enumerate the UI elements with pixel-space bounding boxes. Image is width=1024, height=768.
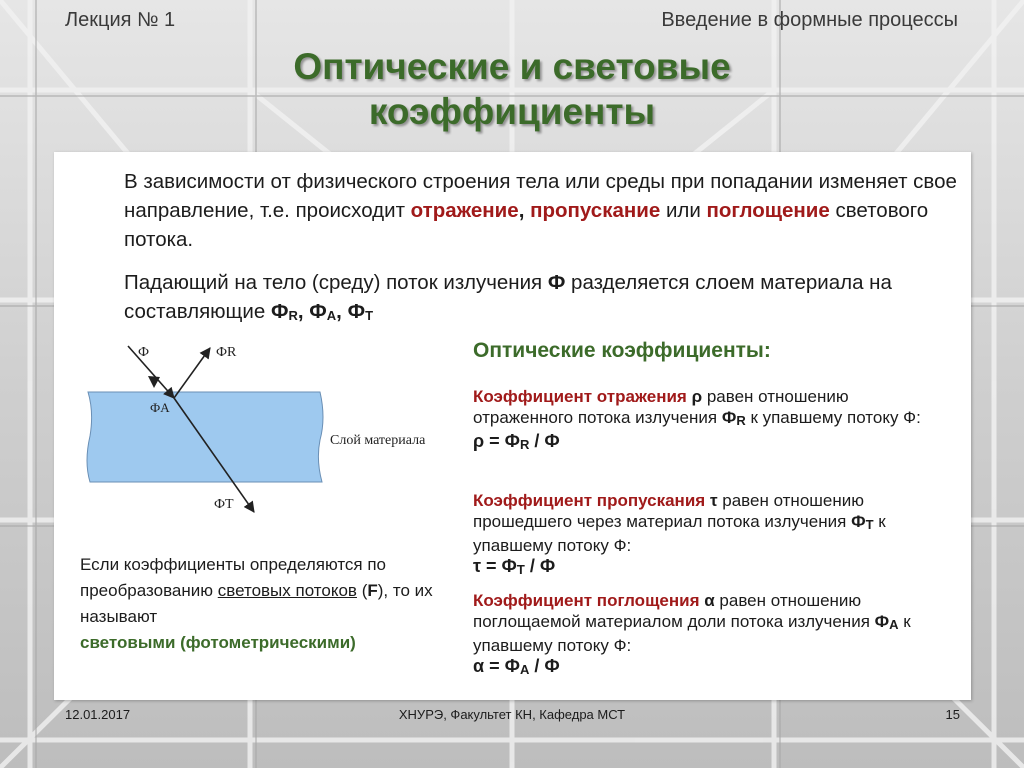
course-title: Введение в формные процессы (661, 9, 958, 31)
light-flux-diagram (76, 336, 460, 522)
formula-left: α = Ф (473, 656, 520, 676)
layer-label: Слой материала (330, 433, 426, 448)
absorption-label: Коэффициент поглощения (473, 591, 700, 610)
title-line-1: Оптические и световые (293, 46, 731, 87)
intro-paragraph (124, 167, 964, 254)
reflection-label: Коэффициент отражения (473, 387, 687, 406)
sep: , (336, 300, 348, 323)
transmission-text: равен отношению прошедшего через материал потока излучения (473, 491, 865, 531)
flux: Ф (721, 408, 737, 427)
title-line-2: коэффициенты (368, 91, 656, 132)
absorption-text: равен отношению поглощаемой материалом доли потока излучения (473, 591, 875, 631)
absorption-formula (473, 656, 953, 680)
flux: Ф (874, 612, 890, 631)
label-phi: Ф (138, 345, 150, 360)
intro-comma: , (518, 199, 531, 222)
note-text-2: ( (356, 581, 368, 600)
term-absorption: поглощение (706, 199, 830, 222)
f-symbol: F (367, 581, 378, 600)
reflection-tail: к упавшему потоку Ф: (745, 408, 921, 427)
formula-right: / Ф (529, 656, 560, 676)
term-reflection: отражение (410, 199, 519, 222)
footer-date: 12.01.2017 (65, 707, 131, 722)
split-paragraph (124, 268, 964, 330)
sep: , (297, 300, 310, 323)
formula-right: / Ф (529, 431, 560, 451)
formula-sub: T (516, 562, 525, 577)
tau-symbol: τ (709, 491, 718, 510)
label-phi-r: ФR (216, 345, 237, 360)
transmission-label: Коэффициент пропускания (473, 491, 706, 510)
flux-sub: T (865, 517, 874, 532)
incident-arrowhead (148, 376, 160, 388)
photometric-term: световыми (фотометрическими) (80, 633, 356, 652)
page-number: 15 (945, 707, 960, 722)
flux-sub: R (736, 413, 746, 428)
sub-r: R (288, 308, 298, 323)
rho-symbol: ρ (691, 387, 703, 406)
transmission-formula (473, 556, 953, 580)
intro-or: или (660, 199, 707, 222)
alpha-symbol: α (704, 591, 715, 610)
split-text: Падающий на тело (среду) поток излучения (124, 271, 548, 294)
formula-right: / Ф (524, 556, 556, 576)
material-layer (87, 392, 323, 482)
label-phi-t: ФT (214, 497, 234, 512)
phi-a: Ф (309, 300, 327, 323)
footer-org: ХНУРЭ, Факультет КН, Кафедра МСТ (398, 707, 626, 722)
phi-r: Ф (270, 300, 289, 323)
formula-sub: R (520, 437, 530, 452)
absorption-tail: к упавшему потоку Ф: (473, 612, 911, 655)
incident-ray (128, 346, 174, 398)
term-transmission: пропускание (530, 199, 661, 222)
reflection-formula (473, 431, 953, 455)
reflection-coefficient (473, 386, 953, 455)
intro-end: светового потока. (124, 199, 929, 251)
transmission-tail: к упавшему потоку Ф: (473, 512, 886, 555)
reflection-text: равен отношению отраженного потока излучения (473, 387, 849, 427)
phi-t: Ф (347, 300, 366, 323)
formula-sub: A (519, 662, 530, 677)
sub-t: T (365, 308, 374, 323)
note-text: Если коэффициенты определяются по преобразованию (80, 555, 387, 600)
absorption-coefficient (473, 590, 953, 680)
formula-left: τ = Ф (473, 556, 517, 576)
note-text-3: ), то их называют (80, 581, 433, 626)
sub-a: A (326, 308, 337, 323)
lecture-number: Лекция № 1 (65, 9, 176, 31)
intro-text: В зависимости от физического строения тела или среды при попадании изменяет свое направление, т.е. происходит (124, 170, 957, 222)
optical-heading: Оптические коэффициенты: (473, 339, 771, 362)
label-phi-a: ФA (150, 400, 170, 415)
flux: Ф (851, 512, 866, 531)
split-text-2: разделяется слоем материала на составляющие (124, 271, 892, 323)
phi-symbol: Ф (547, 271, 566, 294)
reflected-ray (174, 348, 210, 398)
slide-title (0, 44, 1024, 134)
photometric-note (80, 552, 450, 656)
light-flux-term: световых потоков (217, 581, 357, 600)
formula-left: ρ = Ф (473, 431, 521, 451)
transmission-coefficient (473, 490, 953, 580)
flux-sub: A (889, 617, 899, 632)
